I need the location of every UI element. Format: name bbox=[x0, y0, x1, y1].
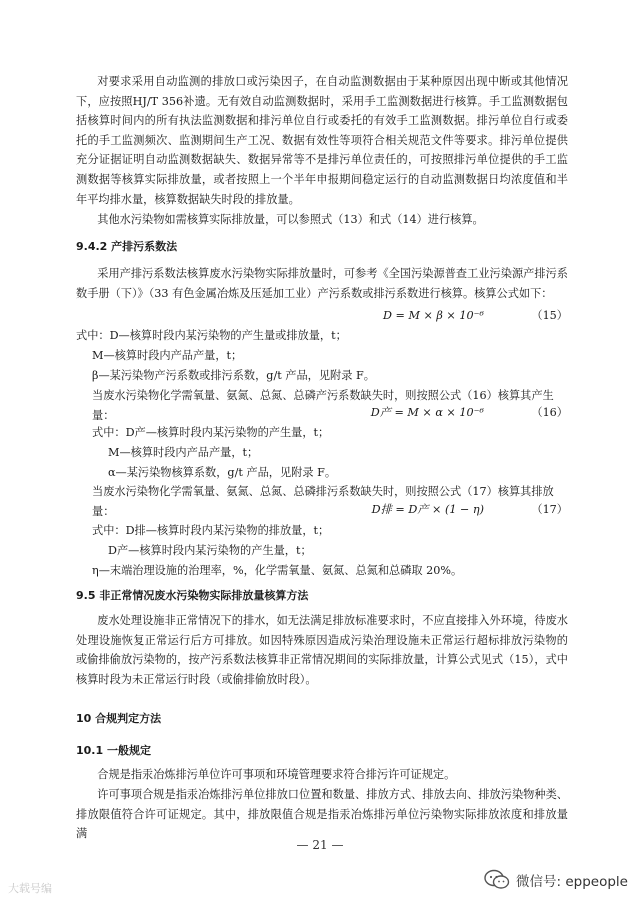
paragraph-manual-monitoring: 对要求采用自动监测的排放口或污染因子，在自动监测数据由于某种原因出现中断或其他情况下，应按照HJ/T 356补遗。无有效自动监测数据时，采用手工监测数据进行核算。手工监测数据包括核算时间内的所有执法监测数据和排污单位自行或委托的有效手工监测数据。排污单位自行或委托的手工监测频次、监测期间生产工况、数据有效性等项符合相关规范文件等要求。排污单位提供充分证据证明自动监测数据缺失、数据异常等不是排污单位责任的，可按照排污单位提供的手工监测数据等核算实际排放量，或者按照上一个半年申报期间稳定运行的自动监测数据日均浓度值和半年平均排水量，核算数据缺失时段的排放量。 bbox=[76, 75, 568, 206]
formula-16 bbox=[76, 403, 568, 423]
paragraph-other-pollutants: 其他水污染物如需核算实际排放量，可以参照式（13）和式（14）进行核算。 bbox=[97, 213, 484, 226]
heading-9-4-2: 9.4.2 产排污系数法 bbox=[76, 240, 178, 253]
paragraph-abnormal-discharge: 废水处理设施非正常情况下的排水，如无法满足排放标准要求时，不应直接排入外环境，待废水处理设施恢复正常运行后方可排放。如因特殊原因造成污染治理设施未正常运行超标排放污染物的或偷排偷放污染物的，按产污系数法核算非正常情况期间的实际排放量，计算公式见式（15），式中核算时段为未正常运行时段（或偷排偷放时段）。 bbox=[76, 614, 568, 686]
condition-formula-16: 当废水污染物化学需氧量、氨氮、总氮、总磷产污系数缺失时，则按照公式（16）核算其产生量： bbox=[92, 389, 554, 422]
paragraph-compliance-definition: 合规是指汞冶炼排污单位许可事项和环境管理要求符合排污许可证规定。 bbox=[97, 768, 456, 781]
paragraph-permit-compliance: 许可事项合规是指汞冶炼排污单位排放口位置和数量、排放方式、排放去向、排放污染物种类、排放限值符合许可证规定。其中，排放限值合规是指汞冶炼排污单位污染物实际排放浓度和排放量满 bbox=[76, 788, 568, 841]
definition-D: 式中：D—核算时段内某污染物的产生量或排放量，t； bbox=[76, 329, 347, 342]
definition-D-produced-2: D产—核算时段内某污染物的产生量，t； bbox=[108, 544, 312, 557]
paragraph-coefficient-method: 采用产排污系数法核算废水污染物实际排放量时，可参考《全国污染源普查工业污染源产排污系数手册（下）》（33 有色金属冶炼及压延加工业）产污系数或排污系数进行核算。核算公式如下： bbox=[76, 267, 568, 300]
page-number: — 21 — bbox=[296, 838, 344, 852]
heading-10-1: 10.1 一般规定 bbox=[76, 744, 151, 757]
formula-17-expression: D排 = D产 × (1 − η) bbox=[371, 503, 484, 516]
definition-M-2: M—核算时段内产品产量，t； bbox=[108, 446, 259, 459]
definition-D-produced: 式中：D产—核算时段内某污染物的产生量，t； bbox=[92, 426, 330, 439]
formula-17 bbox=[76, 500, 568, 520]
definition-alpha: α—某污染物核算系数，g/t 产品，见附录 F。 bbox=[108, 466, 337, 479]
formula-16-number: （16） bbox=[531, 406, 568, 419]
formula-15-number: （15） bbox=[531, 309, 568, 322]
formula-16-expression: D产 = M × α × 10⁻⁶ bbox=[370, 406, 484, 419]
formula-17-number: （17） bbox=[531, 503, 568, 516]
watermark-right bbox=[484, 869, 628, 891]
watermark-wechat-id: 微信号: eppeople bbox=[516, 874, 628, 890]
formula-15 bbox=[76, 306, 568, 326]
formula-15-expression: D = M × β × 10⁻⁶ bbox=[383, 309, 484, 322]
definition-eta: η—末端治理设施的治理率，%，化学需氧量、氨氮、总氮和总磷取 20%。 bbox=[92, 564, 463, 577]
heading-10: 10 合规判定方法 bbox=[76, 712, 162, 725]
heading-9-5: 9.5 非正常情况废水污染物实际排放量核算方法 bbox=[76, 589, 309, 602]
condition-formula-17: 当废水污染物化学需氧量、氨氮、总氮、总磷排污系数缺失时，则按照公式（17）核算其排放量： bbox=[92, 485, 554, 518]
watermark-left: 大载号编 bbox=[8, 882, 52, 895]
definition-D-discharged: 式中：D排—核算时段内某污染物的排放量，t； bbox=[92, 524, 330, 537]
definition-beta: β—某污染物产污系数或排污系数，g/t 产品，见附录 F。 bbox=[92, 369, 375, 382]
wechat-icon bbox=[484, 869, 510, 891]
definition-M: M—核算时段内产品产量，t； bbox=[92, 349, 243, 362]
